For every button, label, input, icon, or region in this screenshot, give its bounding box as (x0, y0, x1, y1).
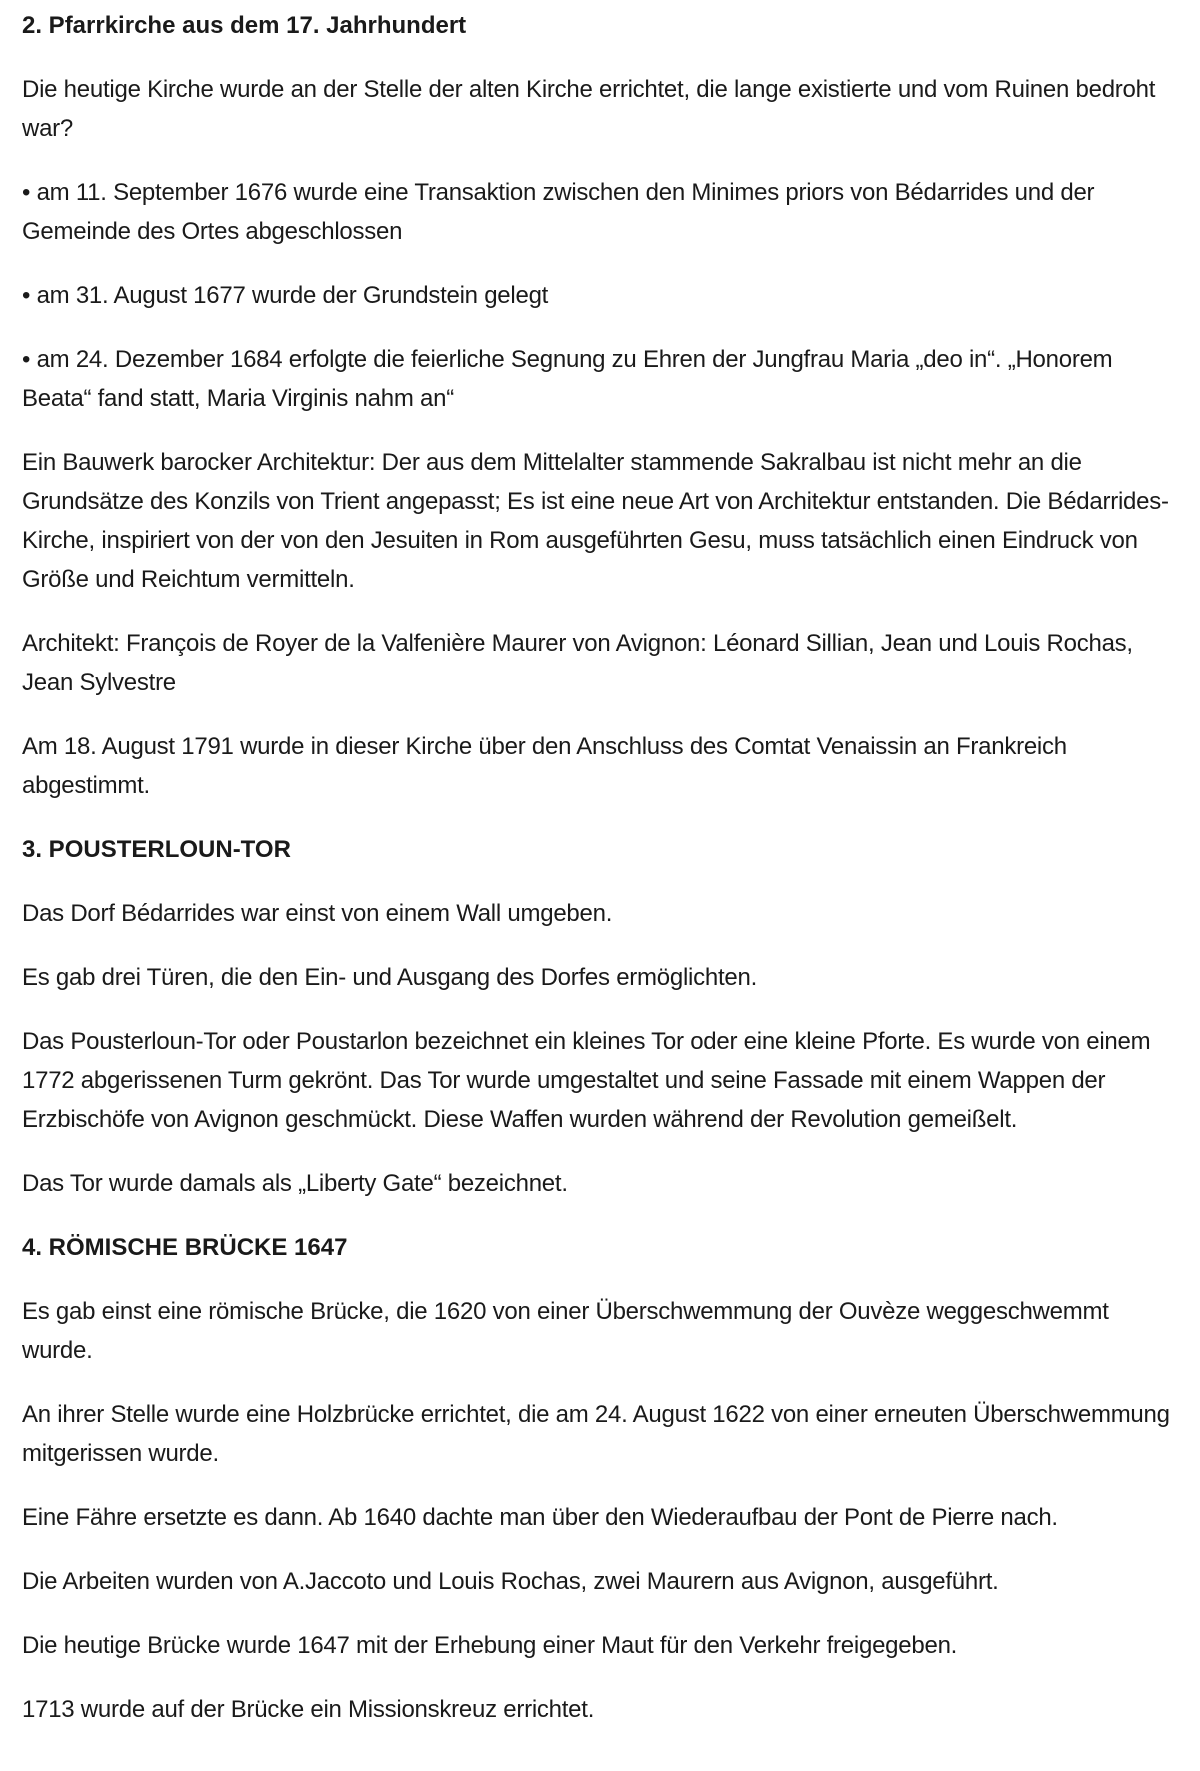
paragraph: 1713 wurde auf der Brücke ein Missionskreuz errichtet. (22, 1696, 595, 1723)
paragraph: Ein Bauwerk barocker Architektur: Der aus dem Mittelalter stammende Sakralbau ist nicht mehr an die Grundsätze des Konzils von Trient angepasst; Es ist eine neue Art von Architektur entstanden. Die Bédarrides-Kirche, inspiriert von der von den Jesuiten in Rom ausgeführten Gesu, muss tatsächlich einen Eindruck von Größe und Reichtum vermitteln. (22, 449, 1169, 593)
paragraph: Am 18. August 1791 wurde in dieser Kirche über den Anschluss des Comtat Venaissin an Frankreich abgestimmt. (22, 733, 1067, 799)
section-heading-gate: 3. POUSTERLOUN-TOR (22, 836, 291, 863)
paragraph: Das Pousterloun-Tor oder Poustarlon bezeichnet ein kleines Tor oder eine kleine Pforte. Es wurde von einem 1772 abgerissenen Turm gekrönt. Das Tor wurde umgestaltet und seine Fassade mit einem Wappen der Erzbischöfe von Avignon geschmückt. Diese Waffen wurden während der Revolution gemeißelt. (22, 1028, 1151, 1133)
section-heading-church: 2. Pfarrkirche aus dem 17. Jahrhundert (22, 12, 467, 39)
paragraph: Es gab drei Türen, die den Ein- und Ausgang des Dorfes ermöglichten. (22, 964, 758, 991)
paragraph: Das Dorf Bédarrides war einst von einem Wall umgeben. (22, 900, 613, 927)
section-heading-bridge: 4. RÖMISCHE BRÜCKE 1647 (22, 1234, 348, 1261)
paragraph: Die heutige Brücke wurde 1647 mit der Erhebung einer Maut für den Verkehr freigegeben. (22, 1632, 958, 1659)
paragraph: Es gab einst eine römische Brücke, die 1620 von einer Überschwemmung der Ouvèze weggeschwemmt wurde. (22, 1298, 1109, 1364)
paragraph: Eine Fähre ersetzte es dann. Ab 1640 dachte man über den Wiederaufbau der Pont de Pierre nach. (22, 1504, 1058, 1531)
paragraph: Die heutige Kirche wurde an der Stelle der alten Kirche errichtet, die lange existierte und vom Ruinen bedroht war? (22, 76, 1156, 142)
paragraph: Architekt: François de Royer de la Valfenière Maurer von Avignon: Léonard Sillian, Jean und Louis Rochas, Jean Sylvestre (22, 630, 1133, 696)
bullet-item: • am 11. September 1676 wurde eine Transaktion zwischen den Minimes priors von Bédarrides und der Gemeinde des Ortes abgeschlossen (22, 179, 1095, 245)
bullet-item: • am 31. August 1677 wurde der Grundstein gelegt (22, 282, 549, 309)
paragraph: Das Tor wurde damals als „Liberty Gate“ bezeichnet. (22, 1170, 568, 1197)
bullet-item: • am 24. Dezember 1684 erfolgte die feierliche Segnung zu Ehren der Jungfrau Maria „deo in“. „Honorem Beata“ fand statt, Maria Virginis nahm an“ (22, 346, 1113, 412)
paragraph: An ihrer Stelle wurde eine Holzbrücke errichtet, die am 24. August 1622 von einer erneuten Überschwemmung mitgerissen wurde. (22, 1401, 1170, 1467)
paragraph: Die Arbeiten wurden von A.Jaccoto und Louis Rochas, zwei Maurern aus Avignon, ausgeführt. (22, 1568, 999, 1595)
